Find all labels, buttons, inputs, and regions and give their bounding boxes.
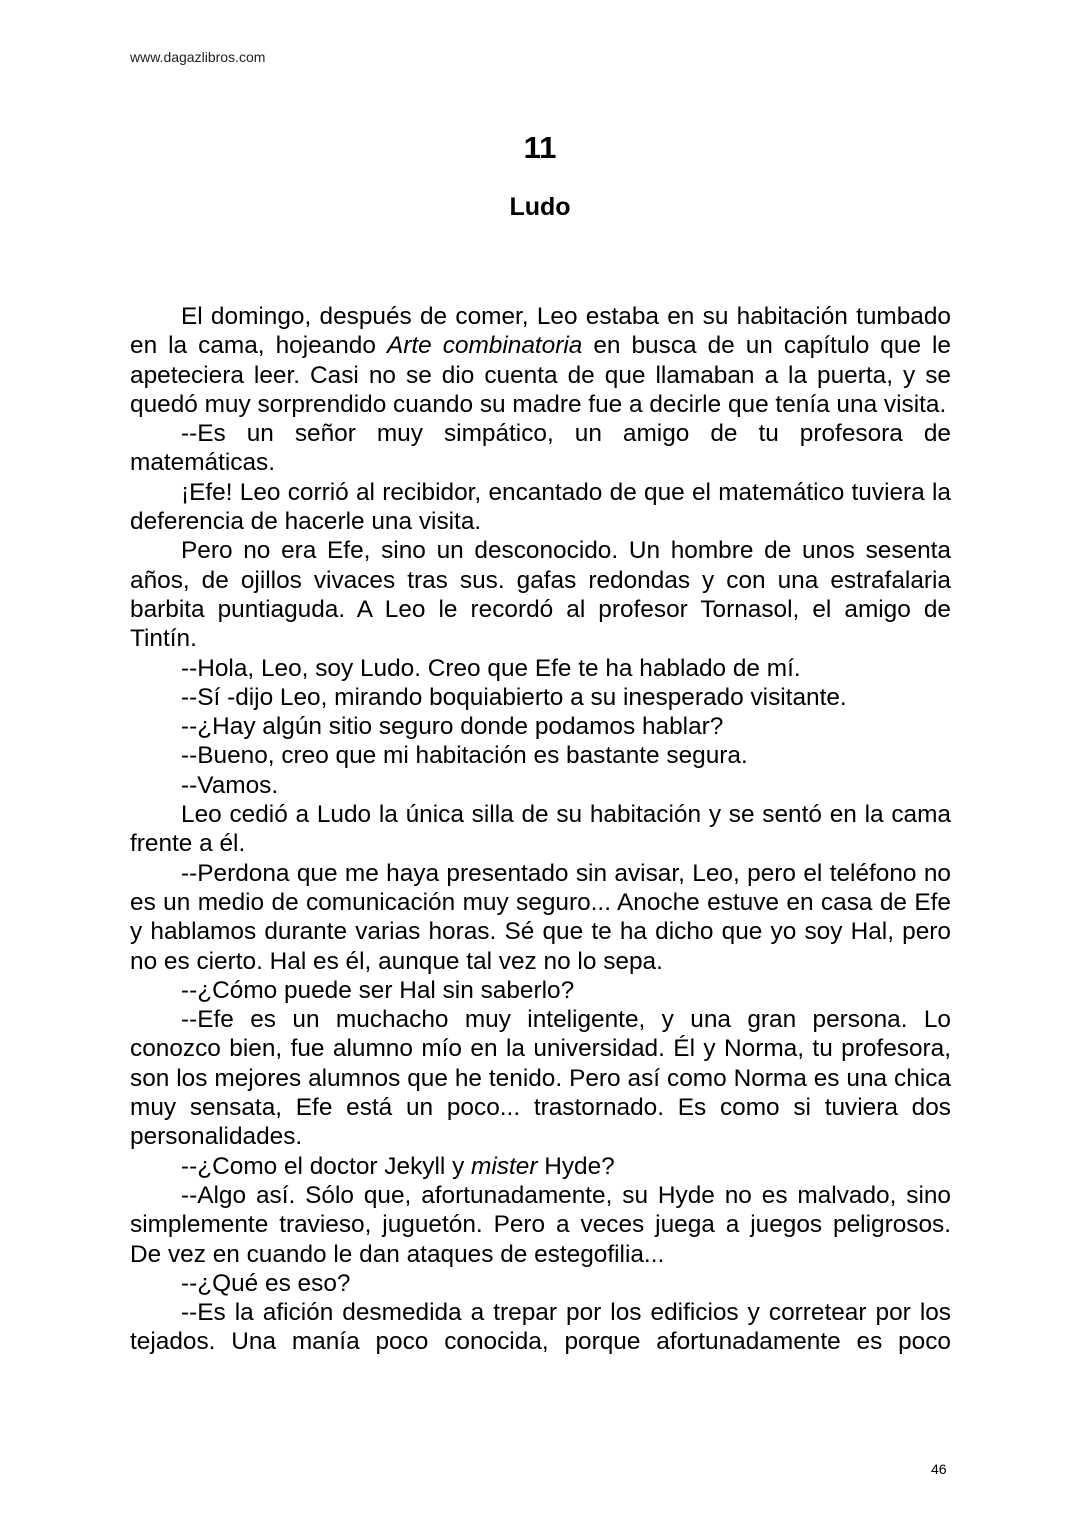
site-url[interactable]: www.dagazlibros.com	[130, 49, 266, 65]
paragraph: --¿Hay algún sitio seguro donde podamos hablar?	[181, 713, 724, 741]
paragraph: --Vamos.	[181, 771, 279, 799]
paragraph: --¿Cómo puede ser Hal sin saberlo?	[181, 976, 575, 1004]
paragraph: --Bueno, creo que mi habitación es bastante segura.	[181, 742, 748, 770]
paragraph: Leo cedió a Ludo la única silla de su habitación y se sentó en la cama frente a él.	[130, 801, 951, 858]
chapter-number: 11	[523, 130, 557, 165]
paragraph: --Es un señor muy simpático, un amigo de tu profesora de matemáticas.	[130, 420, 951, 477]
paragraph: El domingo, después de comer, Leo estaba en su habitación tumbado en la cama, hojeando Arte combinatoria en busca de un capítulo que le apeteciera leer. Casi no se dio cuenta de que llamaban a la puerta, y se quedó muy sorprendido cuando su madre fue a decirle que tenía una visita.	[130, 303, 951, 418]
chapter-title: Ludo	[509, 193, 571, 221]
paragraph: --Algo así. Sólo que, afortunadamente, su Hyde no es malvado, sino simplemente travieso, juguetón. Pero a veces juega a juegos peligrosos. De vez en cuando le dan ataques de estegofilia...	[130, 1181, 951, 1268]
paragraph: --¿Como el doctor Jekyll y mister Hyde?	[181, 1152, 615, 1180]
paragraph: --Sí -dijo Leo, mirando boquiabierto a su inesperado visitante.	[181, 683, 847, 711]
page-number: 46	[931, 1461, 947, 1477]
paragraph: --¿Qué es eso?	[181, 1269, 351, 1297]
paragraph: --Es la afición desmedida a trepar por los edificios y corretear por los tejados. Una manía poco conocida, porque afortunadamente es poco	[130, 1299, 951, 1356]
body-text	[130, 302, 951, 1357]
paragraph: --Efe es un muchacho muy inteligente, y una gran persona. Lo conozco bien, fue alumno mío en la universidad. Él y Norma, tu profesora, son los mejores alumnos que he tenido. Pero así como Norma es una chica muy sensata, Efe está un poco... trastornado. Es como si tuviera dos personalidades.	[130, 1006, 951, 1151]
paragraph: --Perdona que me haya presentado sin avisar, Leo, pero el teléfono no es un medio de comunicación muy seguro... Anoche estuve en casa de Efe y hablamos durante varias horas. Sé que te ha dicho que yo soy Hal, pero no es cierto. Hal es él, aunque tal vez no lo sepa.	[130, 859, 951, 975]
paragraph: Pero no era Efe, sino un desconocido. Un hombre de unos sesenta años, de ojillos vivaces tras sus. gafas redondas y con una estrafalaria barbita puntiaguda. A Leo le recordó al profesor Tornasol, el amigo de Tintín.	[130, 537, 951, 653]
paragraph: ¡Efe! Leo corrió al recibidor, encantado de que el matemático tuviera la deferencia de hacerle una visita.	[130, 478, 951, 536]
paragraph: --Hola, Leo, soy Ludo. Creo que Efe te ha hablado de mí.	[181, 654, 801, 682]
